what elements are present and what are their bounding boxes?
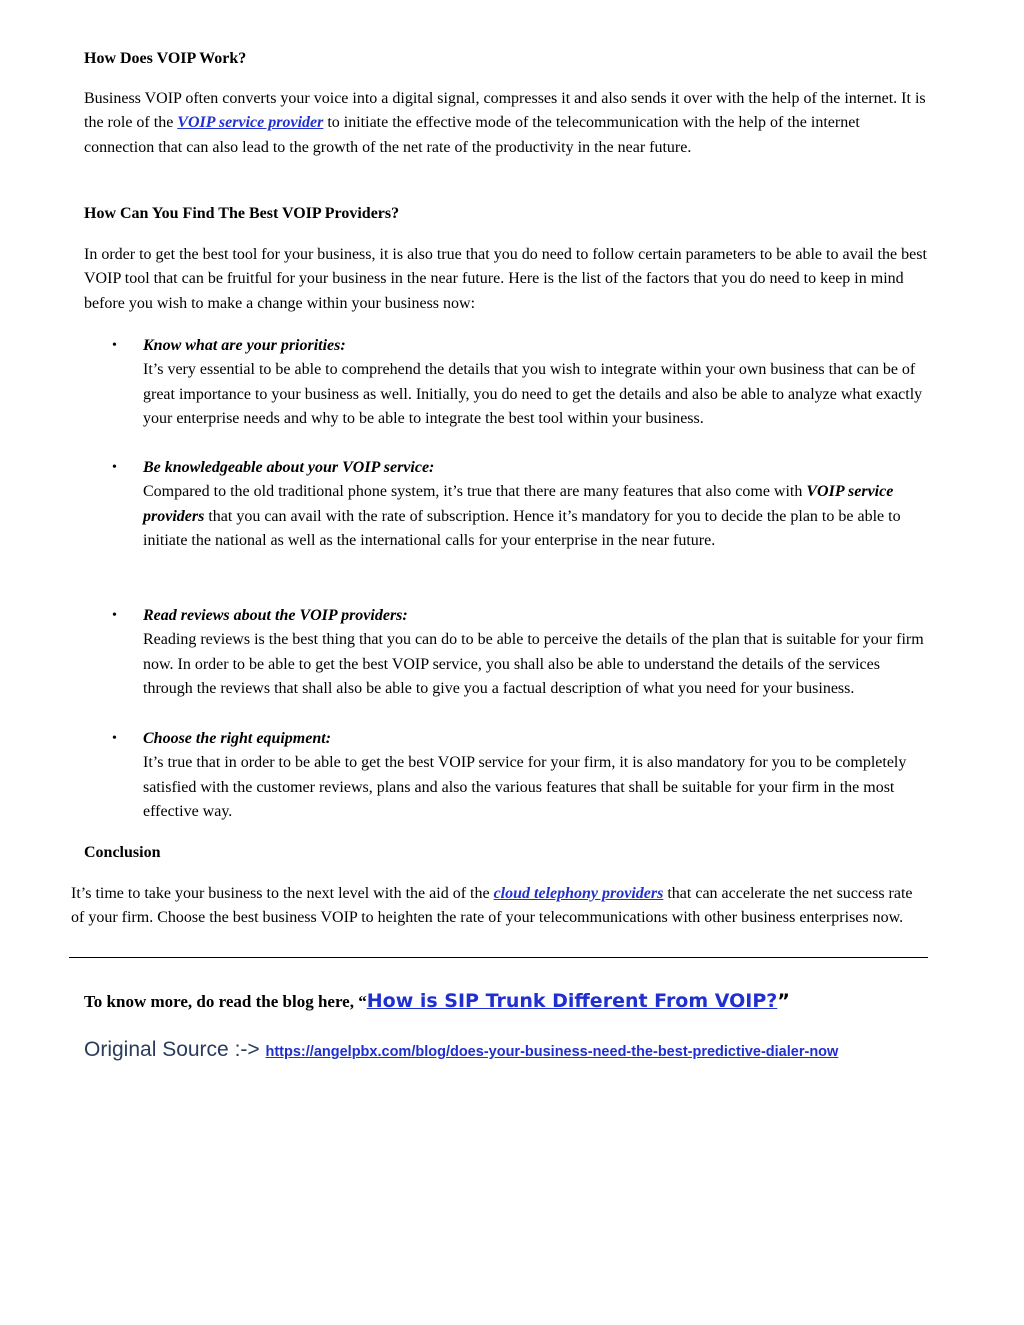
divider (69, 957, 928, 958)
sip-trunk-blog-link[interactable]: How is SIP Trunk Different From VOIP? (366, 990, 778, 1012)
list-item-body-text-1: Compared to the old traditional phone system, it’s true that there are many features that also come with (143, 483, 807, 501)
paragraph-voip-works (84, 87, 930, 160)
voip-service-provider-link[interactable]: VOIP service provider (177, 114, 324, 132)
read-more-prefix: To know more, do read the blog here, “ (84, 992, 367, 1011)
paragraph-conclusion-text-1: It’s time to take your business to the next level with the aid of the (71, 885, 494, 902)
heading-find-best-providers: How Can You Find The Best VOIP Providers? (84, 205, 400, 222)
source-url-link[interactable]: https://angelpbx.com/blog/does-your-business-need-the-best-predictive-dialer-now (265, 1044, 839, 1060)
paragraph-conclusion-text-2: that can accelerate the net success rate of your firm. Choose the best business VOIP to heighten the rate of your telecommunications with other business enterprises now. (71, 885, 913, 927)
list-item-body-text-2: that you can avail with the rate of subscription. Hence it’s mandatory for you to decide the plan to be able to initiate the national as well as the international calls for your enterprise in the near future. (143, 507, 901, 550)
read-more-line (84, 986, 790, 1017)
list-item-body (143, 480, 927, 553)
list-item-title: Know what are your priorities: (143, 337, 346, 354)
paragraph-conclusion (71, 882, 929, 931)
bullet-icon: • (112, 338, 117, 353)
cloud-telephony-providers-link[interactable]: cloud telephony providers (493, 885, 664, 902)
bullet-icon: • (112, 460, 117, 475)
bullet-icon: • (112, 731, 117, 746)
read-more-suffix: ” (777, 990, 790, 1012)
paragraph-voip-works-text-2: to initiate the effective mode of the telecommunication with the help of the internet connection that can also lead to the growth of the net rate of the productivity in the near future. (84, 114, 860, 156)
list-item-title: Be knowledgeable about your VOIP service: (143, 459, 435, 476)
source-label: Original Source :-> (84, 1038, 266, 1061)
bullet-icon: • (112, 608, 117, 623)
list-item-body: It’s very essential to be able to comprehend the details that you wish to integrate within your own business that can be of great importance to your business as well. Initially, you do need to get the details and also be able to analyze what exactly your enterprise needs and why to be able to integrate the best tool within your business. (143, 361, 923, 428)
list-item-body: It’s true that in order to be able to get the best VOIP service for your firm, it is also mandatory for you to be completely satisfied with the customer reviews, plans and also the various features that shall be suitable for your firm in the most effective way. (143, 754, 907, 821)
heading-how-voip-works: How Does VOIP Work? (84, 50, 247, 67)
paragraph-voip-works-text-1: Business VOIP often converts your voice into a digital signal, compresses it and also sends it over with the help of the internet. It is the role of the (84, 90, 926, 132)
paragraph-find-best-providers: In order to get the best tool for your business, it is also true that you do need to follow certain parameters to be able to avail the best VOIP tool that can be fruitful for your business in the near future. Here is the list of the factors that you do need to keep in mind before you wish to make a change within your business now: (84, 246, 927, 312)
list-item-title: Read reviews about the VOIP providers: (143, 607, 408, 624)
original-source-line (84, 1038, 838, 1062)
list-item-body: Reading reviews is the best thing that you can do to be able to perceive the details of the plan that is suitable for your firm now. In order to be able to get the best VOIP service, you shall also be able to understand the details of the services through the reviews that shall also be able to give you a factual description of what you need for your business. (143, 631, 924, 698)
voip-service-providers-emphasis: VOIP service providers (143, 483, 894, 525)
heading-conclusion: Conclusion (84, 844, 161, 861)
list-item-title: Choose the right equipment: (143, 730, 332, 747)
